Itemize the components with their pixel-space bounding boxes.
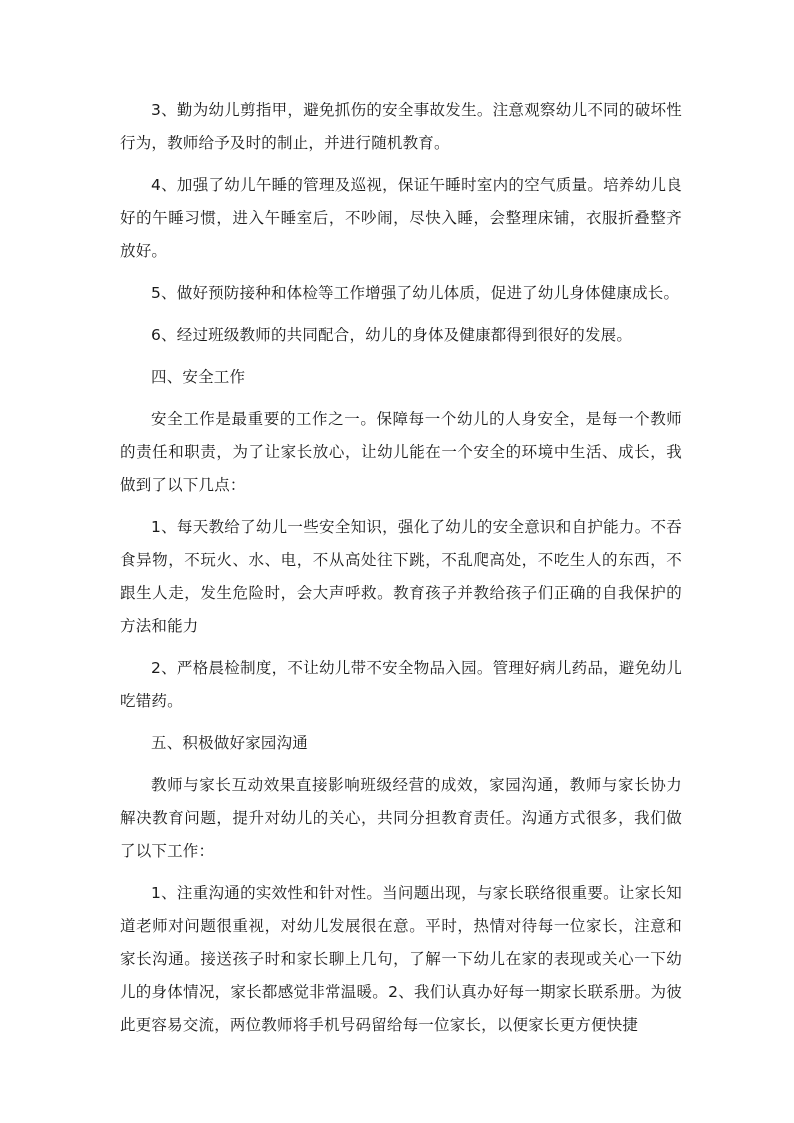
paragraph-safety-1: 1、每天教给了幼儿一些安全知识，强化了幼儿的安全意识和自护能力。不吞食异物，不玩火、水、电，不从高处往下跳，不乱爬高处，不吃生人的东西，不跟生人走，发生危险时，会大声呼救。教育孩子并教给孩子们正确的自我保护的方法和能力 — [120, 518, 682, 635]
paragraph-item-3: 3、勤为幼儿剪指甲，避免抓伤的安全事故发生。注意观察幼儿不同的破坏性行为，教师给予及时的制止，并进行随机教育。 — [120, 101, 682, 152]
document-page — [120, 94, 682, 1051]
paragraph-item-4: 4、加强了幼儿午睡的管理及巡视，保证午睡时室内的空气质量。培养幼儿良好的午睡习惯，进入午睡室后，不吵闹，尽快入睡，会整理床铺，衣服折叠整齐放好。 — [120, 176, 682, 260]
section-heading-communication: 五、积极做好家园沟通 — [151, 734, 309, 752]
paragraph-safety-2: 2、严格晨检制度，不让幼儿带不安全物品入园。管理好病儿药品，避免幼儿吃错药。 — [120, 659, 682, 710]
paragraph-item-6: 6、经过班级教师的共同配合，幼儿的身体及健康都得到很好的发展。 — [151, 326, 633, 344]
paragraph-item-5: 5、做好预防接种和体检等工作增强了幼儿体质，促进了幼儿身体健康成长。 — [151, 284, 680, 302]
paragraph-communication-intro: 教师与家长互动效果直接影响班级经营的成效，家园沟通，教师与家长协力解决教育问题，提升对幼儿的关心，共同分担教育责任。沟通方式很多，我们做了以下工作： — [120, 776, 682, 860]
paragraph-safety-intro: 安全工作是最重要的工作之一。保障每一个幼儿的人身安全，是每一个教师的责任和职责，为了让家长放心，让幼儿能在一个安全的环境中生活、成长，我做到了以下几点： — [120, 410, 682, 494]
paragraph-communication-1: 1、注重沟通的实效性和针对性。当问题出现，与家长联络很重要。让家长知道老师对问题很重视，对幼儿发展很在意。平时，热情对待每一位家长，注意和家长沟通。接送孩子时和家长聊上几句，了解一下幼儿在家的表现或关心一下幼儿的身体情况，家长都感觉非常温暖。2、我们认真办好每一期家长联系册。为彼此更容易交流，两位教师将手机号码留给每一位家长，以便家长更方便快捷 — [120, 884, 682, 1034]
section-heading-safety: 四、安全工作 — [151, 368, 246, 386]
